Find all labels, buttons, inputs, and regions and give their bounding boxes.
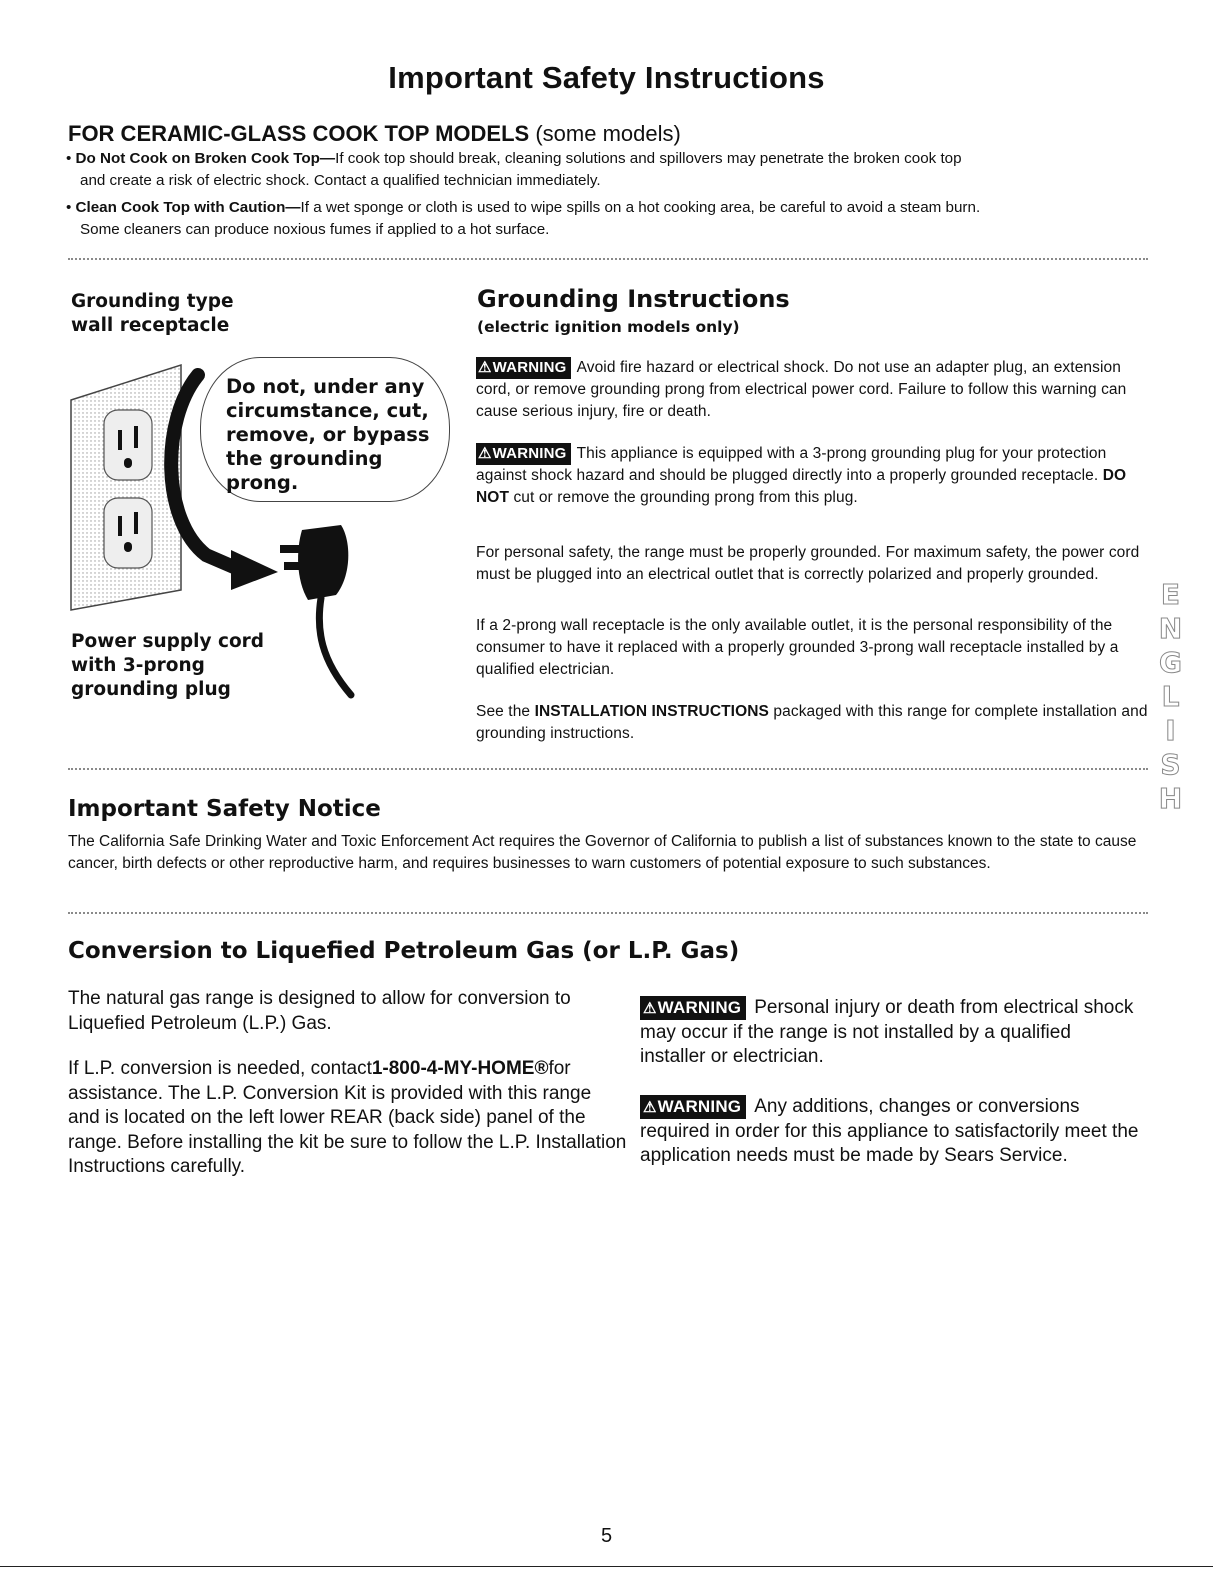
lp-para-1: The natural gas range is designed to allow for conversion to Liquefied Petroleum (L.P.) Gas.: [68, 988, 571, 1034]
warning-badge: ⚠WARNING: [476, 443, 571, 465]
notice-text: The California Safe Drinking Water and Toxic Enforcement Act requires the Governor of California to publish a list of substances known to the state to cause cancer, birth defects or other reproductive harm, and requires businesses to warn customers of potential exposure to such substances.: [68, 833, 1137, 872]
bullet-lead: Clean Cook Top with Caution—: [75, 199, 301, 216]
bullet-lead: Do Not Cook on Broken Cook Top—: [75, 150, 336, 167]
ceramic-heading-bold: FOR CERAMIC-GLASS COOK TOP MODELS: [68, 121, 530, 146]
label-power-cord: Power supply cord with 3-prong grounding plug: [71, 631, 265, 700]
ceramic-heading-qualifier: (some models): [535, 121, 681, 146]
bottom-rule: [0, 1566, 1213, 1567]
section-divider: [68, 768, 1148, 770]
language-tab: ENGLISH: [1154, 578, 1187, 816]
warning-triangle-icon: ⚠: [643, 1000, 657, 1017]
page-number: 5: [600, 1525, 613, 1547]
notice-heading: Important Safety Notice: [68, 796, 381, 822]
bullet-text-cont: and create a risk of electric shock. Contact a qualified technician immediately.: [80, 172, 601, 189]
ceramic-bullet-1: • Do Not Cook on Broken Cook Top—If cook top should break, cleaning solutions and spillovers may penetrate the broken cook top and create a risk of electric shock. Contact a qualified technician immediately.: [66, 148, 1156, 192]
bullet-text-cont: Some cleaners can produce noxious fumes if applied to a hot surface.: [80, 221, 550, 238]
lp-warning-1: ⚠WARNING Personal injury or death from electrical shock may occur if the range is not installed by a qualified installer or electrician.: [640, 997, 1134, 1067]
grounding-para-2: If a 2-prong wall receptacle is the only available outlet, it is the personal responsibility of the consumer to have it replaced with a properly grounded 3-prong wall receptacle installed by a qualified electrician.: [476, 617, 1119, 678]
plug-body: [298, 525, 348, 600]
grounding-heading: Grounding Instructions: [477, 285, 790, 313]
power-cord: [319, 598, 351, 695]
bullet-text: If a wet sponge or cloth is used to wipe spills on a hot cooking area, be careful to avoid a steam burn.: [300, 199, 981, 216]
warning-badge: ⚠WARNING: [640, 1095, 746, 1119]
grounding-subheading: (electric ignition models only): [477, 318, 740, 336]
section-divider: [68, 258, 1148, 260]
grounding-warning-2: ⚠WARNING This appliance is equipped with a 3-prong grounding plug for your protection against shock hazard and should be plugged directly into a properly grounded receptacle. DO NOT cut or remove the grounding prong from this plug.: [476, 445, 1127, 506]
warning-badge: ⚠WARNING: [640, 996, 746, 1020]
bullet-text: If cook top should break, cleaning solutions and spillovers may penetrate the broken cook top: [335, 150, 962, 167]
ceramic-bullet-2: • Clean Cook Top with Caution—If a wet sponge or cloth is used to wipe spills on a hot cooking area, be careful to avoid a steam burn. Some cleaners can produce noxious fumes if applied to a hot surface.: [66, 197, 1156, 241]
ceramic-section-heading: [68, 121, 681, 147]
callout-text: Do not, under any circumstance, cut, remove, or bypass the grounding prong.: [226, 375, 430, 494]
warning-badge: ⚠WARNING: [476, 357, 571, 379]
warning-triangle-icon: ⚠: [478, 445, 492, 462]
grounding-para-3: See the INSTALLATION INSTRUCTIONS packaged with this range for complete installation and grounding instructions.: [476, 703, 1148, 742]
label-receptacle: Grounding type wall receptacle: [71, 291, 234, 336]
lp-warning-2: ⚠WARNING Any additions, changes or conversions required in order for this appliance to satisfactorily meet the application needs must be made by Sears Service.: [640, 1096, 1139, 1166]
grounding-warning-1: ⚠WARNING Avoid fire hazard or electrical shock. Do not use an adapter plug, an extension cord, or remove grounding prong from electrical power cord. Failure to follow this warning can cause serious injury, fire or death.: [476, 359, 1127, 420]
lp-heading: Conversion to Liquefied Petroleum Gas (or L.P. Gas): [68, 938, 740, 964]
section-divider: [68, 912, 1148, 914]
grounding-para-1: For personal safety, the range must be properly grounded. For maximum safety, the power cord must be plugged into an electrical outlet that is correctly polarized and properly grounded.: [476, 544, 1140, 583]
warning-triangle-icon: ⚠: [478, 359, 492, 376]
arrow-head: [231, 550, 278, 590]
lp-para-2: If L.P. conversion is needed, contact1-800-4-MY-HOME®for assistance. The L.P. Conversion Kit is provided with this range and is located on the left lower REAR (back side) panel of the range. Before installing the kit be sure to follow the L.P. Installation Instructions carefully.: [68, 1058, 627, 1177]
page-title: Important Safety Instructions: [388, 60, 825, 95]
wall-plate: [71, 365, 181, 610]
warning-triangle-icon: ⚠: [643, 1099, 657, 1116]
